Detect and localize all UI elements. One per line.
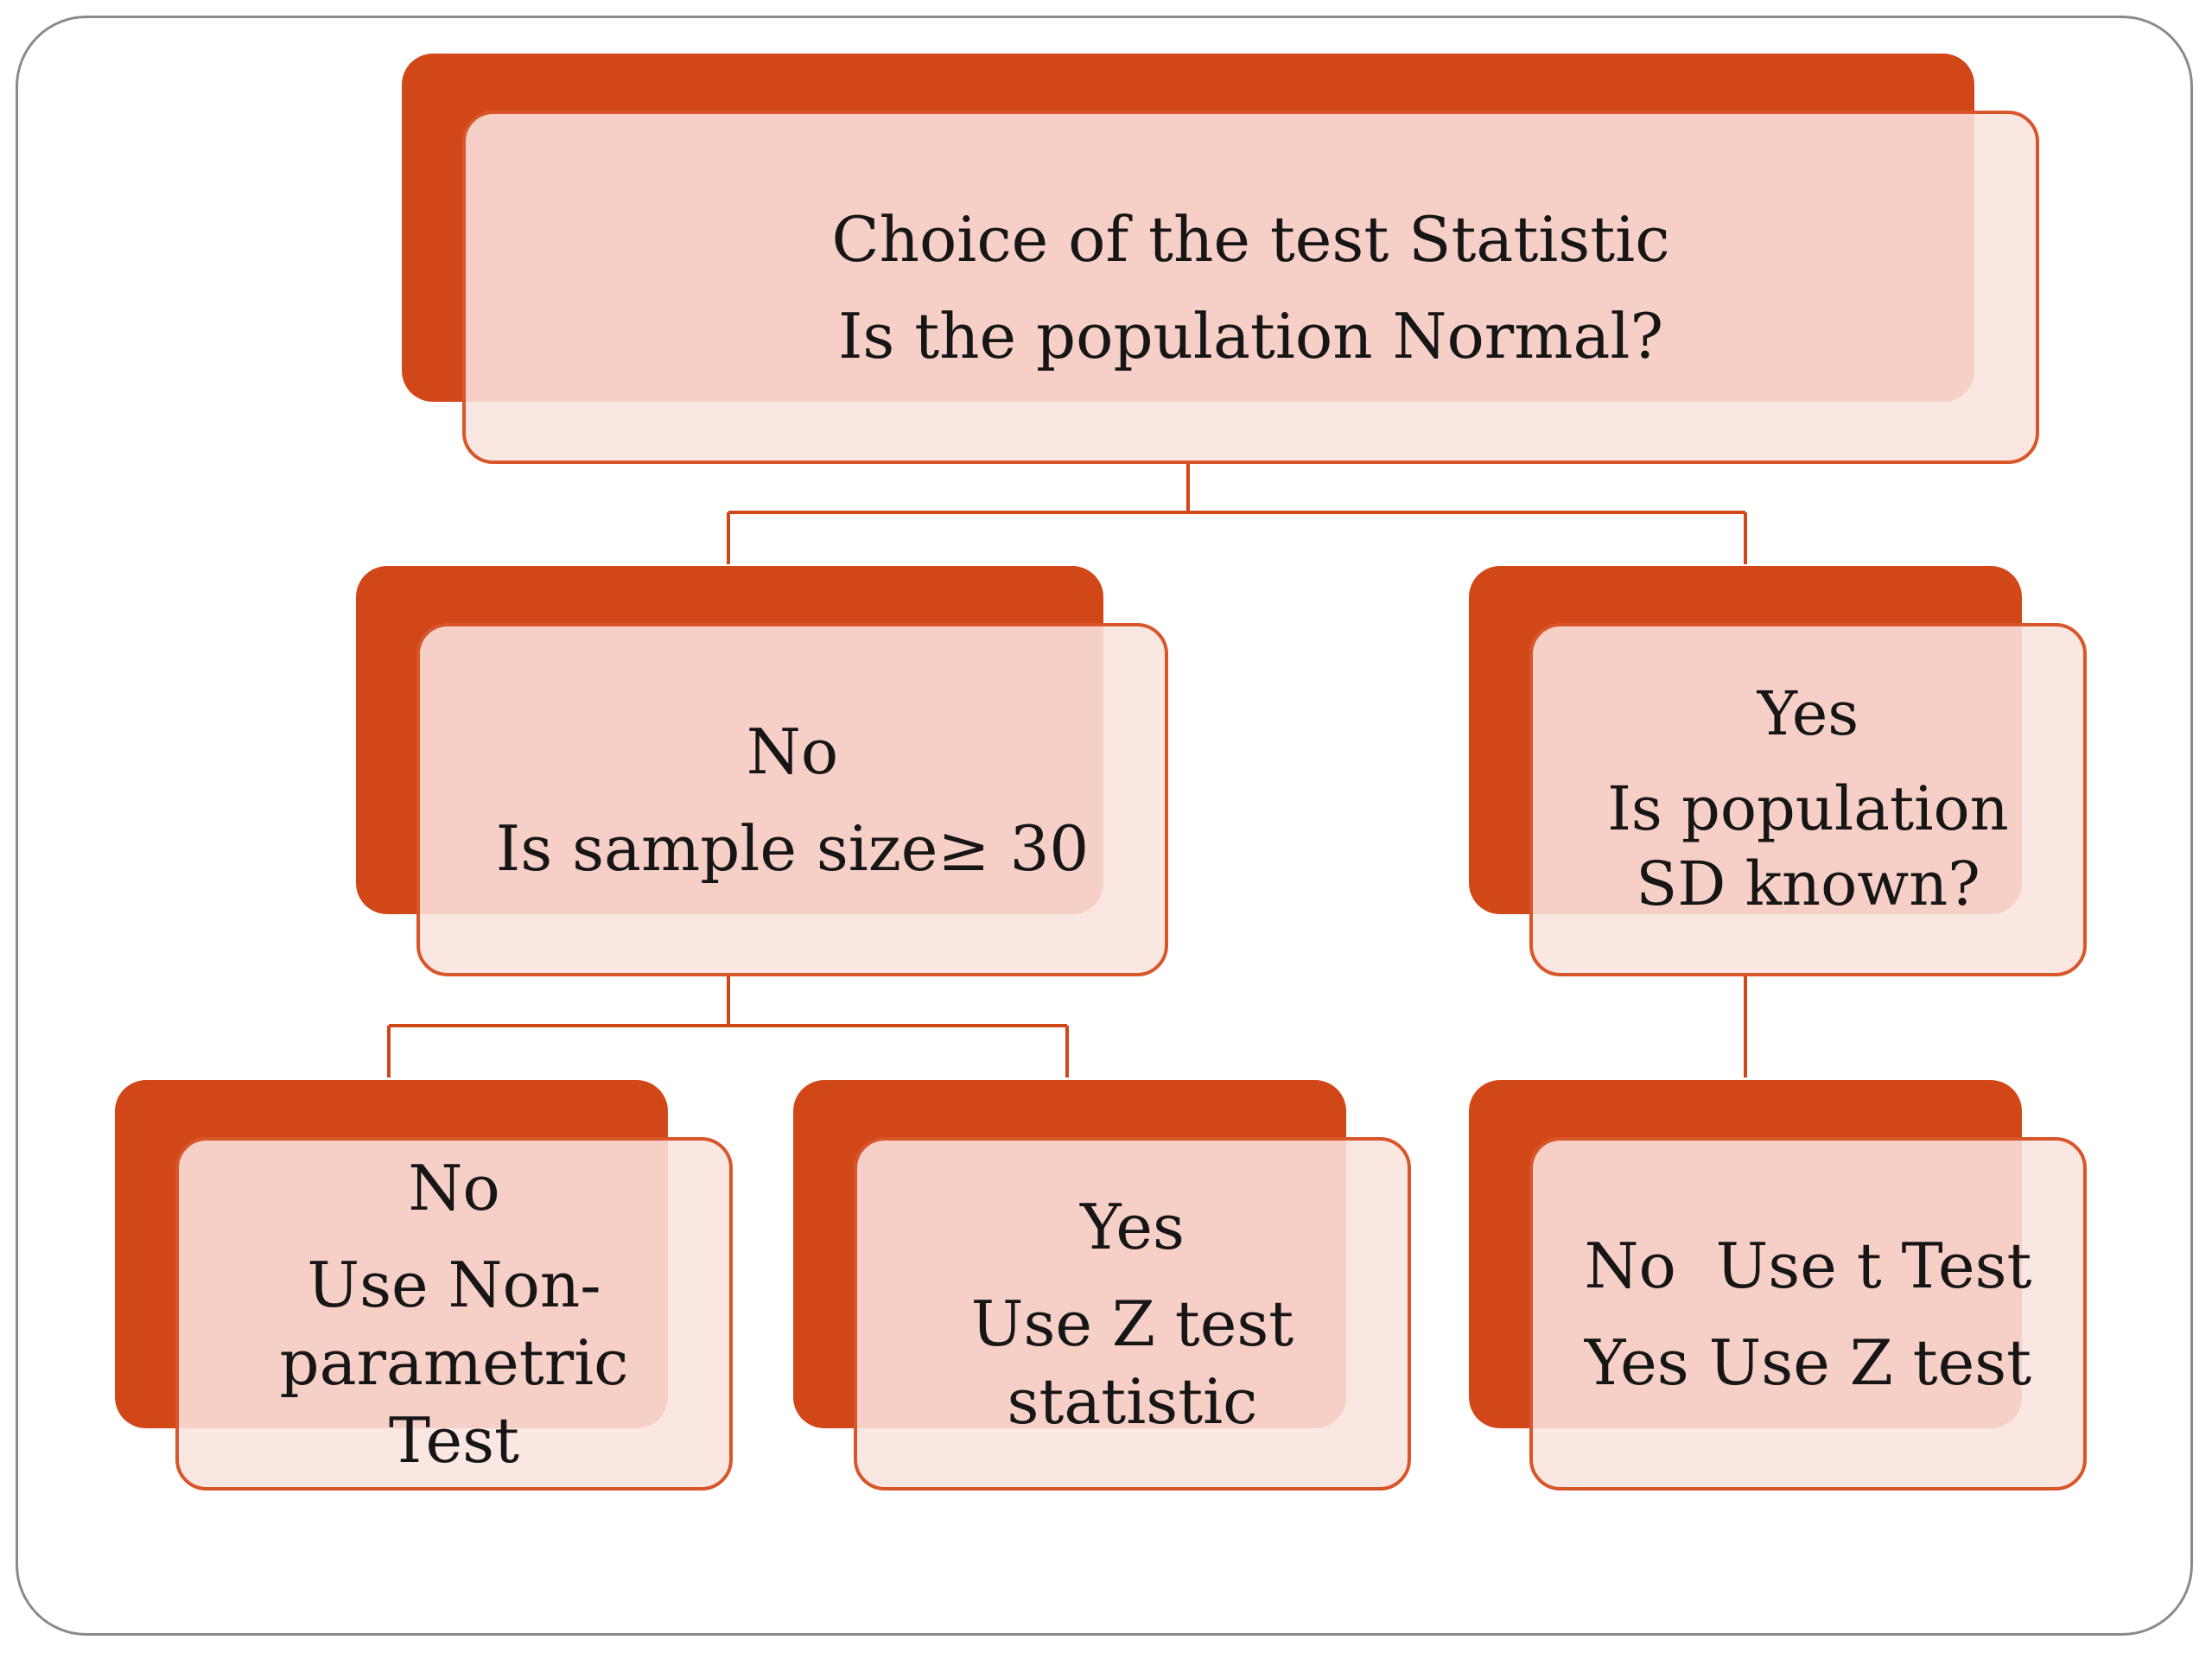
right-child-line-no: No Use t Test [1584, 1229, 2032, 1302]
left-right-answer: Yes [1080, 1190, 1185, 1263]
root-title: Choice of the test Statistic [831, 202, 1670, 276]
left-left-node [115, 1080, 733, 1491]
right-question: Is population SD known? [1607, 772, 2009, 920]
left-right-node-box [854, 1137, 1411, 1491]
left-left-result: Use Non-parametric Test [279, 1248, 629, 1477]
right-child-line-yes: Yes Use Z test [1584, 1325, 2032, 1399]
right-child-node-box [1529, 1137, 2087, 1491]
right-node-box [1529, 623, 2087, 976]
root-question: Is the population Normal? [837, 299, 1664, 372]
right-child-node [1469, 1080, 2087, 1491]
right-node [1469, 566, 2087, 976]
left-answer: No [746, 715, 839, 788]
left-left-answer: No [408, 1151, 500, 1224]
left-node-box [416, 623, 1168, 976]
right-answer: Yes [1757, 678, 1859, 750]
left-question: Is sample size≥ 30 [495, 811, 1090, 885]
left-right-node [793, 1080, 1411, 1491]
left-right-result: Use Z test statistic [970, 1287, 1294, 1438]
left-node [356, 566, 1168, 976]
root-node [402, 54, 2039, 464]
root-node-box [462, 111, 2039, 464]
left-left-node-box [175, 1137, 733, 1491]
